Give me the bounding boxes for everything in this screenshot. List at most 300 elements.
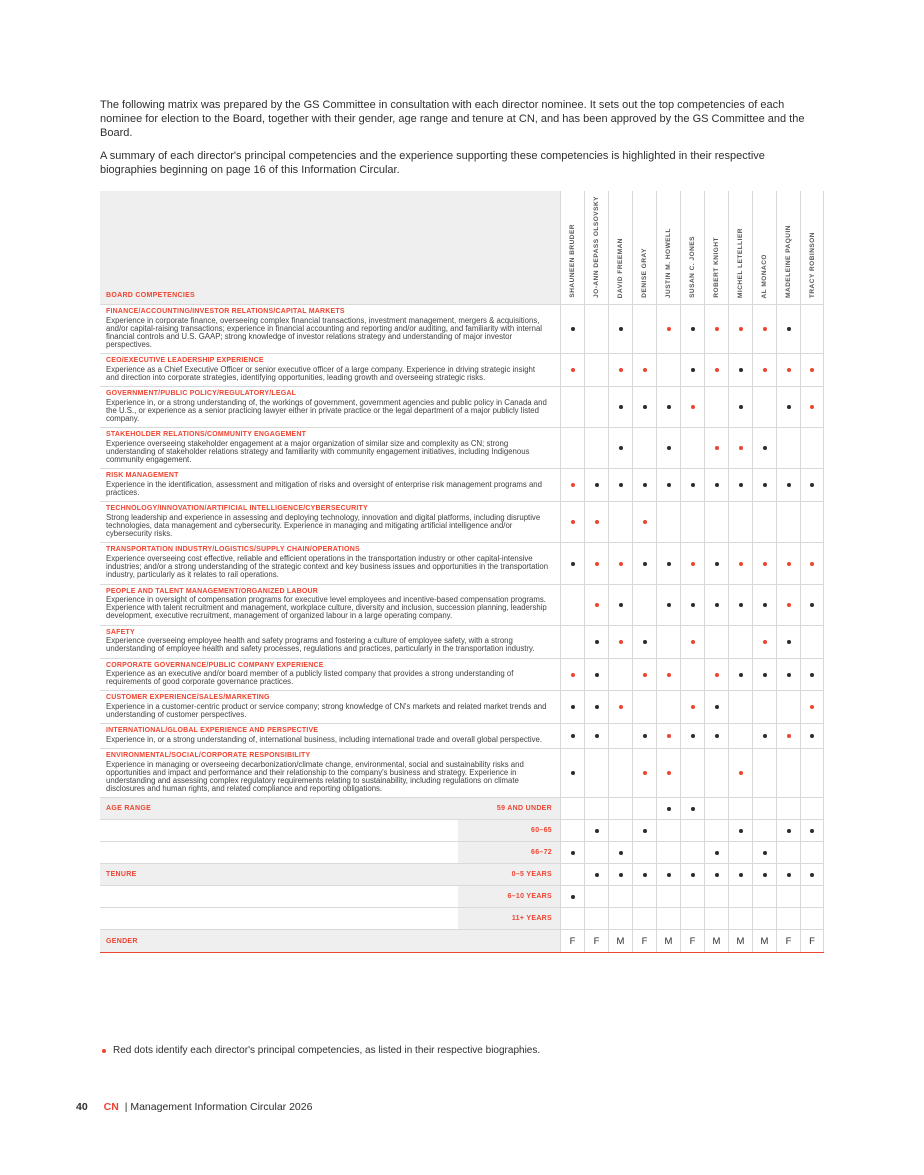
matrix-cell bbox=[728, 659, 752, 691]
matrix-cell bbox=[800, 659, 824, 691]
matrix-cell bbox=[800, 798, 824, 819]
matrix-cell bbox=[704, 626, 728, 658]
gender-value: M bbox=[712, 935, 721, 947]
matrix-cell bbox=[752, 798, 776, 819]
director-column-header bbox=[632, 191, 656, 304]
matrix-cell bbox=[704, 428, 728, 468]
black-dot bbox=[595, 640, 599, 644]
matrix-cell bbox=[800, 543, 824, 583]
black-dot bbox=[619, 483, 623, 487]
black-dot bbox=[715, 483, 719, 487]
matrix-cell bbox=[752, 886, 776, 907]
matrix-cell bbox=[728, 908, 752, 929]
director-name: AL MONACO bbox=[761, 253, 768, 298]
black-dot bbox=[571, 895, 575, 899]
red-dot bbox=[571, 520, 575, 524]
black-dot bbox=[787, 873, 791, 877]
black-dot bbox=[643, 640, 647, 644]
gender-value: M bbox=[664, 935, 673, 947]
matrix-cell bbox=[680, 691, 704, 723]
matrix-cell bbox=[800, 864, 824, 885]
matrix-cell bbox=[656, 691, 680, 723]
competency-row bbox=[100, 748, 824, 797]
red-dot bbox=[571, 483, 575, 487]
matrix-cell bbox=[776, 428, 800, 468]
matrix-cell bbox=[728, 543, 752, 583]
footnote bbox=[100, 1045, 824, 1057]
red-dot bbox=[739, 562, 743, 566]
matrix-cell bbox=[704, 354, 728, 386]
red-dot bbox=[691, 405, 695, 409]
competency-row bbox=[100, 304, 824, 353]
black-dot bbox=[619, 851, 623, 855]
matrix-cell bbox=[728, 842, 752, 863]
gender-cell bbox=[752, 930, 776, 952]
red-dot bbox=[763, 562, 767, 566]
matrix-cell bbox=[776, 798, 800, 819]
matrix-cell bbox=[800, 908, 824, 929]
matrix-cell bbox=[608, 543, 632, 583]
red-dot bbox=[787, 562, 791, 566]
red-dot bbox=[810, 405, 814, 409]
red-dot bbox=[667, 673, 671, 677]
matrix-cell bbox=[584, 428, 608, 468]
matrix-cell bbox=[584, 908, 608, 929]
attribute-label-cell bbox=[100, 842, 560, 863]
footer-title: | Management Information Circular 2026 bbox=[124, 1101, 313, 1113]
matrix-cell bbox=[656, 749, 680, 797]
matrix-cell bbox=[560, 428, 584, 468]
matrix-cell bbox=[776, 659, 800, 691]
black-dot bbox=[715, 603, 719, 607]
attribute-label-cell bbox=[100, 864, 560, 885]
matrix-cell bbox=[680, 749, 704, 797]
red-dot bbox=[571, 368, 575, 372]
black-dot bbox=[810, 734, 814, 738]
matrix-cell bbox=[632, 659, 656, 691]
director-column-header bbox=[704, 191, 728, 304]
competency-description: Experience as an executive and/or board member of a publicly listed company that provides a strong understanding of requirements of good corporate governance practices. bbox=[106, 669, 514, 687]
matrix-cell bbox=[560, 864, 584, 885]
gender-cell bbox=[680, 930, 704, 952]
footnote-text: Red dots identify each director's principal competencies, as listed in their respective biographies. bbox=[113, 1045, 541, 1057]
red-dot bbox=[739, 771, 743, 775]
director-column-header bbox=[800, 191, 824, 304]
black-dot bbox=[739, 603, 743, 607]
intro-paragraph-2: A summary of each director's principal competencies and the experience supporting these competencies is highlighted in their respective biographies beginning on page 16 of this Information Circular. bbox=[100, 150, 765, 176]
red-dot bbox=[619, 705, 623, 709]
competency-row bbox=[100, 690, 824, 723]
matrix-cell bbox=[680, 908, 704, 929]
matrix-cell bbox=[704, 469, 728, 501]
matrix-cell bbox=[704, 749, 728, 797]
competency-description: Experience in, or a strong understanding of, the workings of government, government agencies and public policy in Canada and the U.S., or experience as a senior practicing lawyer either in private practice or the legal department of a major publicly listed company. bbox=[106, 397, 547, 424]
matrix-cell bbox=[728, 305, 752, 353]
matrix-cell bbox=[704, 659, 728, 691]
black-dot bbox=[595, 734, 599, 738]
black-dot bbox=[643, 483, 647, 487]
matrix-cell bbox=[776, 749, 800, 797]
matrix-cell bbox=[632, 387, 656, 427]
black-dot bbox=[691, 483, 695, 487]
competency-label-cell bbox=[100, 543, 560, 583]
matrix-cell bbox=[704, 585, 728, 625]
matrix-cell bbox=[656, 626, 680, 658]
matrix-cell bbox=[608, 842, 632, 863]
matrix-cell bbox=[560, 691, 584, 723]
attribute-row bbox=[100, 819, 824, 841]
matrix-cell bbox=[800, 502, 824, 542]
attribute-row bbox=[100, 841, 824, 863]
black-dot bbox=[571, 562, 575, 566]
black-dot bbox=[595, 705, 599, 709]
brand-logo-text: CN bbox=[103, 1101, 119, 1113]
matrix-cell bbox=[728, 387, 752, 427]
matrix-cell bbox=[752, 842, 776, 863]
matrix-cell bbox=[584, 626, 608, 658]
matrix-cell bbox=[752, 908, 776, 929]
matrix-cell bbox=[776, 305, 800, 353]
competency-label-cell bbox=[100, 469, 560, 501]
black-dot bbox=[619, 405, 623, 409]
gender-value: F bbox=[593, 935, 600, 947]
attribute-value-box bbox=[458, 842, 560, 863]
director-name: DAVID FREEMAN bbox=[617, 237, 624, 298]
matrix-cell bbox=[560, 354, 584, 386]
black-dot bbox=[667, 873, 671, 877]
gender-value: F bbox=[689, 935, 696, 947]
competency-title: ENVIRONMENTAL/SOCIAL/CORPORATE RESPONSIBILITY bbox=[106, 752, 311, 760]
attribute-row bbox=[100, 797, 824, 819]
black-dot bbox=[571, 851, 575, 855]
matrix-cell bbox=[704, 908, 728, 929]
matrix-cell bbox=[704, 543, 728, 583]
matrix-cell bbox=[632, 691, 656, 723]
matrix-cell bbox=[632, 820, 656, 841]
red-dot bbox=[691, 705, 695, 709]
matrix-cell bbox=[704, 387, 728, 427]
matrix-cell bbox=[584, 820, 608, 841]
competency-description: Experience in the identification, assessment and mitigation of risks and oversight of enterprise risk management programs and practices. bbox=[106, 479, 542, 498]
black-dot bbox=[667, 603, 671, 607]
matrix-cell bbox=[656, 798, 680, 819]
black-dot bbox=[787, 483, 791, 487]
matrix-cell bbox=[632, 502, 656, 542]
matrix-cell bbox=[776, 502, 800, 542]
matrix-cell bbox=[752, 305, 776, 353]
red-dot bbox=[715, 446, 719, 450]
matrix-cell bbox=[608, 886, 632, 907]
matrix-cell bbox=[560, 842, 584, 863]
red-dot bbox=[667, 771, 671, 775]
competency-row bbox=[100, 542, 824, 583]
gender-cell bbox=[800, 930, 824, 952]
intro-paragraph-1: The following matrix was prepared by the GS Committee in consultation with each director nominee. It sets out the top competencies of each nominee for election to the Board, together with their gender, age range and tenure at CN, and has been approved by the GS Committee and the Board. bbox=[100, 99, 805, 139]
red-dot bbox=[619, 562, 623, 566]
matrix-cell bbox=[680, 626, 704, 658]
competency-label-cell bbox=[100, 626, 560, 658]
matrix-cell bbox=[584, 502, 608, 542]
competency-row bbox=[100, 468, 824, 501]
matrix-cell bbox=[728, 585, 752, 625]
matrix-cell bbox=[584, 886, 608, 907]
matrix-cell bbox=[584, 749, 608, 797]
matrix-cell bbox=[560, 502, 584, 542]
matrix-cell bbox=[656, 864, 680, 885]
matrix-cell bbox=[680, 428, 704, 468]
matrix-cell bbox=[704, 798, 728, 819]
black-dot bbox=[691, 327, 695, 331]
matrix-cell bbox=[728, 820, 752, 841]
matrix-cell bbox=[584, 798, 608, 819]
black-dot bbox=[643, 873, 647, 877]
matrix-cell bbox=[656, 908, 680, 929]
matrix-cell bbox=[752, 626, 776, 658]
matrix-cell bbox=[776, 354, 800, 386]
competency-title: PEOPLE AND TALENT MANAGEMENT/ORGANIZED LABOUR bbox=[106, 587, 318, 595]
matrix-cell bbox=[608, 502, 632, 542]
matrix-cell bbox=[800, 749, 824, 797]
black-dot bbox=[667, 807, 671, 811]
black-dot bbox=[691, 368, 695, 372]
matrix-cell bbox=[728, 469, 752, 501]
matrix-cell bbox=[584, 469, 608, 501]
competency-description: Experience overseeing stakeholder engagement at a major organization of similar size and complexity as CN; strong understanding of stakeholder relations strategy and familiarity with community engagement initiatives, including Indigenous community engagement. bbox=[106, 438, 530, 465]
matrix-cell bbox=[776, 820, 800, 841]
gender-label-cell bbox=[100, 930, 560, 952]
matrix-cell bbox=[608, 659, 632, 691]
black-dot bbox=[810, 603, 814, 607]
matrix-cell bbox=[632, 428, 656, 468]
black-dot bbox=[715, 851, 719, 855]
matrix-cell bbox=[752, 820, 776, 841]
matrix-cell bbox=[680, 502, 704, 542]
competency-description: Experience as a Chief Executive Officer or senior executive officer of a large company. Experience in driving strategic insight and direction into corporate strategies, identifying opportunities, leading growth and overseeing strategic risks. bbox=[106, 364, 536, 383]
gender-cell bbox=[656, 930, 680, 952]
matrix-cell bbox=[800, 842, 824, 863]
black-dot bbox=[643, 734, 647, 738]
matrix-cell bbox=[680, 820, 704, 841]
black-dot bbox=[571, 705, 575, 709]
black-dot bbox=[787, 829, 791, 833]
matrix-cell bbox=[680, 469, 704, 501]
matrix-cell bbox=[632, 749, 656, 797]
director-name: ROBERT KNIGHT bbox=[713, 237, 720, 298]
black-dot bbox=[643, 405, 647, 409]
gender-cell bbox=[584, 930, 608, 952]
matrix-cell bbox=[560, 585, 584, 625]
black-dot bbox=[810, 673, 814, 677]
director-name: MADELEINE PAQUIN bbox=[785, 225, 792, 298]
matrix-cell bbox=[560, 820, 584, 841]
red-dot bbox=[810, 705, 814, 709]
matrix-cell bbox=[656, 842, 680, 863]
black-dot bbox=[763, 873, 767, 877]
matrix-cell bbox=[800, 387, 824, 427]
black-dot bbox=[787, 640, 791, 644]
attribute-value-box bbox=[458, 908, 560, 929]
attribute-label-cell bbox=[100, 908, 560, 929]
matrix-cell bbox=[800, 585, 824, 625]
matrix-cell bbox=[656, 585, 680, 625]
director-column-header bbox=[584, 191, 608, 304]
matrix-cell bbox=[752, 749, 776, 797]
red-dot bbox=[715, 368, 719, 372]
matrix-cell bbox=[560, 626, 584, 658]
black-dot bbox=[667, 405, 671, 409]
matrix-cell bbox=[632, 908, 656, 929]
matrix-cell bbox=[752, 469, 776, 501]
attribute-value-box bbox=[458, 820, 560, 841]
matrix-cell bbox=[608, 387, 632, 427]
matrix-cell bbox=[800, 691, 824, 723]
red-dot bbox=[715, 673, 719, 677]
matrix-cell bbox=[584, 659, 608, 691]
competency-row bbox=[100, 501, 824, 542]
red-dot bbox=[619, 368, 623, 372]
matrix-cell bbox=[752, 502, 776, 542]
matrix-cell bbox=[632, 886, 656, 907]
director-name: JO-ANN DEPASS OLSOVSKY bbox=[593, 196, 600, 298]
red-dot bbox=[787, 603, 791, 607]
matrix-cell bbox=[680, 543, 704, 583]
matrix-cell bbox=[656, 820, 680, 841]
matrix-cell bbox=[776, 842, 800, 863]
competency-row bbox=[100, 427, 824, 468]
matrix-cell bbox=[800, 626, 824, 658]
black-dot bbox=[810, 829, 814, 833]
matrix-cell bbox=[752, 543, 776, 583]
matrix-cell bbox=[584, 387, 608, 427]
gender-cell bbox=[776, 930, 800, 952]
competency-row bbox=[100, 584, 824, 625]
matrix-cell bbox=[800, 469, 824, 501]
director-name: SHAUNEEN BRUDER bbox=[569, 224, 576, 298]
competency-title: FINANCE/ACCOUNTING/INVESTOR RELATIONS/CAPITAL MARKETS bbox=[106, 308, 345, 315]
attribute-value-label: 0–5 YEARS bbox=[511, 871, 552, 879]
matrix-cell bbox=[632, 798, 656, 819]
competency-label-cell bbox=[100, 305, 560, 353]
attribute-value-label: 6–10 YEARS bbox=[507, 893, 552, 901]
attribute-label-cell bbox=[100, 820, 560, 841]
red-dot bbox=[739, 446, 743, 450]
red-dot bbox=[595, 562, 599, 566]
matrix-cell bbox=[752, 864, 776, 885]
competency-title: STAKEHOLDER RELATIONS/COMMUNITY ENGAGEMENT bbox=[106, 431, 307, 439]
director-column-header bbox=[656, 191, 680, 304]
matrix-header-row bbox=[100, 191, 824, 304]
red-dot bbox=[619, 640, 623, 644]
matrix-cell bbox=[656, 469, 680, 501]
matrix-cell bbox=[704, 842, 728, 863]
gender-cell bbox=[560, 930, 584, 952]
matrix-cell bbox=[704, 864, 728, 885]
director-column-header bbox=[680, 191, 704, 304]
matrix-cell bbox=[656, 354, 680, 386]
attribute-row bbox=[100, 863, 824, 885]
red-dot bbox=[571, 673, 575, 677]
black-dot bbox=[787, 405, 791, 409]
matrix-cell bbox=[560, 886, 584, 907]
competency-description: Strong leadership and experience in assessing and deploying technology, innovation and digital platforms, including disruptive technologies, data management and cybersecurity. Experience in managing and mitigating artificial intelligence and/or cybersecurity risks. bbox=[106, 512, 541, 539]
matrix-cell bbox=[776, 585, 800, 625]
matrix-cell bbox=[800, 354, 824, 386]
black-dot bbox=[763, 446, 767, 450]
director-name: SUSAN C. JONES bbox=[689, 236, 696, 298]
black-dot bbox=[619, 603, 623, 607]
matrix-cell bbox=[680, 354, 704, 386]
matrix-cell bbox=[608, 428, 632, 468]
matrix-cell bbox=[608, 691, 632, 723]
matrix-cell bbox=[584, 543, 608, 583]
black-dot bbox=[763, 673, 767, 677]
matrix-cell bbox=[608, 354, 632, 386]
matrix-cell bbox=[704, 305, 728, 353]
red-dot bbox=[643, 673, 647, 677]
matrix-cell bbox=[800, 820, 824, 841]
matrix-cell bbox=[800, 886, 824, 907]
competency-description: Experience overseeing cost effective, reliable and efficient operations in the transportation industry or other capital-intensive industries; and/or a strong understanding of the strategic context and key business issues and opportunities in the transportation industry, particularly as it relates to rail operations. bbox=[106, 553, 549, 580]
director-column-header bbox=[560, 191, 584, 304]
matrix-cell bbox=[728, 354, 752, 386]
competency-row bbox=[100, 658, 824, 691]
matrix-cell bbox=[584, 842, 608, 863]
matrix-cell bbox=[776, 387, 800, 427]
competency-description: Experience overseeing employee health and safety programs and fostering a culture of employee safety, with a strong understanding of employee health and safety processes, regulations and practices, particularly in the transportation industry. bbox=[106, 636, 535, 654]
matrix-cell bbox=[704, 502, 728, 542]
gender-value: M bbox=[760, 935, 769, 947]
attribute-value-label: 60–65 bbox=[531, 827, 552, 835]
matrix-cell bbox=[776, 543, 800, 583]
competency-title: CEO/EXECUTIVE LEADERSHIP EXPERIENCE bbox=[106, 357, 264, 365]
matrix-cell bbox=[752, 428, 776, 468]
matrix-cell bbox=[656, 387, 680, 427]
page-number: 40 bbox=[76, 1101, 88, 1113]
competency-label-cell bbox=[100, 387, 560, 427]
matrix-cell bbox=[680, 842, 704, 863]
matrix-cell bbox=[632, 585, 656, 625]
matrix-cell bbox=[800, 724, 824, 748]
matrix-cell bbox=[752, 659, 776, 691]
matrix-cell bbox=[656, 305, 680, 353]
matrix-cell bbox=[632, 469, 656, 501]
red-dot bbox=[787, 368, 791, 372]
black-dot bbox=[739, 368, 743, 372]
red-dot bbox=[691, 562, 695, 566]
attribute-label-cell bbox=[100, 886, 560, 907]
director-column-header bbox=[608, 191, 632, 304]
matrix-cell bbox=[632, 543, 656, 583]
matrix-cell bbox=[776, 908, 800, 929]
red-dot bbox=[595, 603, 599, 607]
matrix-cell bbox=[560, 387, 584, 427]
matrix-cell bbox=[728, 428, 752, 468]
competency-label-cell bbox=[100, 585, 560, 625]
attribute-value-label: 59 AND UNDER bbox=[496, 805, 552, 813]
competency-label-cell bbox=[100, 354, 560, 386]
matrix-cell bbox=[728, 724, 752, 748]
attribute-row bbox=[100, 885, 824, 907]
red-dot bbox=[763, 640, 767, 644]
matrix-cell bbox=[584, 724, 608, 748]
director-name: TRACY ROBINSON bbox=[808, 231, 816, 298]
competency-description: Experience in corporate finance, overseeing complex financial transactions, investment management, mergers & acquisitions, and/or capital-raising transactions; experience in financial accounting and reporting and/or auditing, and familiarity with internal financial controls and U.S. GAAP; strong knowledge of investor relations strategy and understanding of major investor perspectives. bbox=[106, 315, 543, 350]
red-dot bbox=[667, 734, 671, 738]
matrix-cell bbox=[680, 798, 704, 819]
matrix-cell bbox=[584, 691, 608, 723]
competency-title: TRANSPORTATION INDUSTRY/LOGISTICS/SUPPLY CHAIN/OPERATIONS bbox=[106, 546, 360, 554]
black-dot bbox=[595, 873, 599, 877]
